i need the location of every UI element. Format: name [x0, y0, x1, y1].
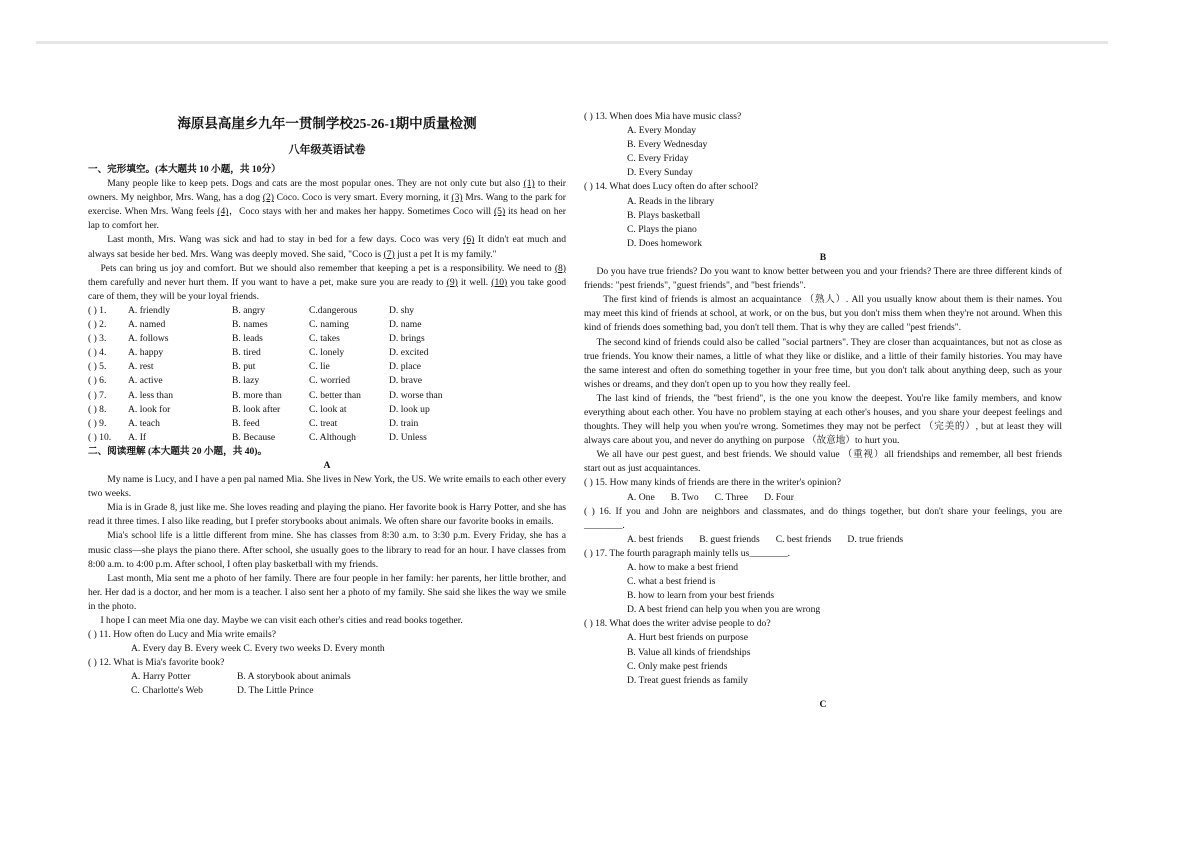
question-18: ( ) 18. What does the writer advise people to do? [584, 618, 771, 630]
question-13-option: D. Every Sunday [627, 167, 693, 179]
cloze-blank: (4) [217, 206, 229, 218]
cloze-paragraph-3: Pets can bring us joy and comfort. But we should also remember that keeping a pet is a responsibility. We need to (8) them carefully and never hurt them. If you want to have a pet, make sure you are ready to (9) it well. (10) you take good care of them, they will be your loyal friends. [88, 262, 566, 302]
section2-heading: 二、阅读理解 (本大题共 20 小题，共 40)。 [88, 445, 268, 457]
passage-a-paragraph: My name is Lucy, and I have a pen pal named Mia. She lives in New York, the US. We write emails to each other every two weeks. [88, 474, 566, 500]
passage-b-paragraph: The last kind of friends, the "best friend", is the one you know the deepest. You're like family members, and know everything about each other. You have no problem staying at each other's houses, and you share your deepest feelings and thoughts. They will help you when you're wrong. Sometimes they may not be perfect （完美的）, but at least they will always care about you, and never do anything on purpose （故意地）to hurt you. [584, 392, 1062, 447]
passage-b-label: B [819, 251, 827, 263]
question-14-option: D. Does homework [627, 237, 702, 249]
question-16-options: A. best friends B. guest friends C. best friends D. true friends [627, 533, 904, 545]
passage-b-paragraph: The first kind of friends is almost an acquaintance （熟人）. All you usually know about them is their names. You may meet this kind of friends at school, at work, or on the bus, but you don't miss them when they're not around. When this kind of friends does something bad, you don't tell them. That is why they are called "pest friends". [584, 294, 1062, 334]
question-13-option: C. Every Friday [627, 153, 689, 165]
option-row: ( ) 3. A. follows B. leads C. takes D. brings [88, 333, 425, 345]
cloze-paragraph-1: Many people like to keep pets. Dogs and cats are the most popular ones. They are not only cute but also (1) to their owners. My neighbor, Mrs. Wang, has a dog (2) Coco. Coco is very smart. Every morning, it (3) Mrs. Wang to the park for exercise. When Mrs. Wang feels (4)，Coco stays with her and makes her happy. Sometimes Coco will (5) its head on her lap to comfort her. [88, 178, 567, 232]
option-row: ( ) 6. A. active B. lazy C. worried D. brave [88, 375, 423, 387]
option-row: ( ) 7. A. less than B. more than C. better than D. worse than [88, 389, 443, 401]
page-top-border [36, 41, 1108, 44]
option-row: ( ) 1. A. friendly B. angry C.dangerous D. shy [88, 304, 415, 316]
question-12-options: A. Harry Potter B. A storybook about animals [131, 671, 351, 683]
cloze-paragraph-2: Last month, Mrs. Wang was sick and had to stay in bed for a few days. Coco was very (6) It didn't eat much and always sat beside her bed. Mrs. Wang was deeply moved. She said, "Coco is (7) just a pet It is my family." [88, 234, 566, 260]
question-17: ( ) 17. The fourth paragraph mainly tells us________. [584, 547, 791, 559]
question-13: ( ) 13. When does Mia have music class? [584, 111, 742, 122]
passage-a-paragraph: Mia is in Grade 8, just like me. She loves reading and playing the piano. Her favorite book is Harry Potter, and she has read it three times. I also like reading, but I prefer storybooks about animals. We often share our favorite books in emails. [88, 502, 566, 528]
cloze-options [88, 304, 566, 445]
question-12: ( ) 12. What is Mia's favorite book? [88, 657, 225, 669]
passage-a-paragraph: I hope I can meet Mia one day. Maybe we can visit each other's cities and read books together. [100, 615, 463, 626]
option-row: ( ) 10. A. If B. Because C. Although D. Unless [88, 431, 427, 443]
cloze-blank: (9) [446, 276, 458, 288]
question-17-option: A. how to make a best friend [627, 562, 739, 573]
option-row: ( ) 4. A. happy B. tired C. lonely D. excited [88, 347, 429, 359]
passage-b-paragraph: Do you have true friends? Do you want to know better between you and your friends? There are three different kinds of friends: "pest friends", "guest friends", and "best friends". [584, 266, 1062, 292]
option-row: ( ) 2. A. named B. names C. naming D. name [88, 319, 422, 331]
question-11-options: A. Every day B. Every week C. Every two weeks D. Every month [131, 643, 385, 655]
cloze-blank: (1) [523, 178, 535, 190]
option-row: ( ) 5. A. rest B. put C. lie D. place [88, 361, 421, 373]
option-row: ( ) 9. A. teach B. feed C. treat D. train [88, 417, 419, 429]
question-14-option: A. Reads in the library [627, 195, 715, 207]
cloze-blank: (5) [493, 206, 506, 218]
passage-a-label: A [323, 459, 331, 471]
passage-b-paragraph: The second kind of friends could also be called "social partners". They are closer than acquaintances, but not as close as true friends. You know their names, a little of what they like or dislike, and a little of their family histories. You may have the same interest and often do something together in your free time, but you don't talk about anything deep, such as your wishes or dreams, and they don't open up to you how they really feel. [584, 336, 1062, 390]
right-column [584, 110, 1062, 712]
passage-c-label: C [819, 698, 827, 710]
question-15: ( ) 15. How many kinds of friends are there in the writer's opinion? [584, 477, 841, 489]
cloze-blank: (6) [463, 234, 475, 246]
exam-title: 海原县高崖乡九年一贯制学校25-26-1期中质量检测 [177, 116, 477, 131]
question-11: ( ) 11. How often do Lucy and Mia write emails? [88, 629, 277, 641]
cloze-blank: (7) [383, 248, 395, 260]
section1-heading: 一、完形填空。(本大题共 10 小题，共 10分） [88, 164, 281, 175]
question-14-option: B. Plays basketball [627, 209, 701, 221]
question-18-option: A. Hurt best friends on purpose [627, 632, 748, 644]
cloze-blank: (3) [451, 192, 463, 204]
cloze-blank: (8) [554, 262, 566, 274]
exam-subtitle: 八年级英语试卷 [288, 144, 366, 156]
question-17-option: D. A best friend can help you when you are wrong [627, 604, 821, 616]
question-14-option: C. Plays the piano [627, 223, 697, 235]
question-12-options: C. Charlotte's Web D. The Little Prince [131, 685, 314, 697]
question-13-option: B. Every Wednesday [627, 139, 708, 151]
question-16: ( ) 16. If you and John are neighbors and classmates, and do things together, but don't share your feelings, you are ________. [584, 505, 1062, 531]
cloze-blank: (2) [262, 192, 274, 204]
question-13-option: A. Every Monday [627, 125, 697, 137]
left-column [88, 115, 566, 699]
cloze-blank: (10) [491, 276, 508, 288]
question-18-option: B. Value all kinds of friendships [627, 646, 751, 658]
passage-a-paragraph: Last month, Mia sent me a photo of her family. There are four people in her family: her parents, her little brother, and her. Her dad is a doctor, and her mom is a teacher. I also sent her a photo of my family. She said she likes the way we smile in the photo. [88, 572, 566, 612]
option-row: ( ) 8. A. look for B. look after C. look at D. look up [88, 403, 430, 415]
question-18-option: C. Only make pest friends [627, 660, 728, 672]
passage-b-paragraph: We all have our pest guest, and best friends. We should value （重视）all friendships and remember, all best friends start out as just acquaintances. [584, 449, 1062, 475]
question-14: ( ) 14. What does Lucy often do after school? [584, 181, 759, 193]
passage-a-paragraph: Mia's school life is a little different from mine. She has classes from 8:30 a.m. to 3:30 p.m. Every Friday, she has a music class—she plays the piano there. After school, she usually goes to the library to read for an hour. I have classes from 8:00 a.m. to 4:00 p.m. After school, I often play basketball with my friends. [88, 530, 566, 570]
question-15-options: A. One B. Two C. Three D. Four [627, 491, 794, 503]
question-18-option: D. Treat guest friends as family [627, 674, 748, 686]
question-17-option: B. how to learn from your best friends [627, 590, 775, 602]
question-17-option: C. what a best friend is [627, 576, 716, 588]
